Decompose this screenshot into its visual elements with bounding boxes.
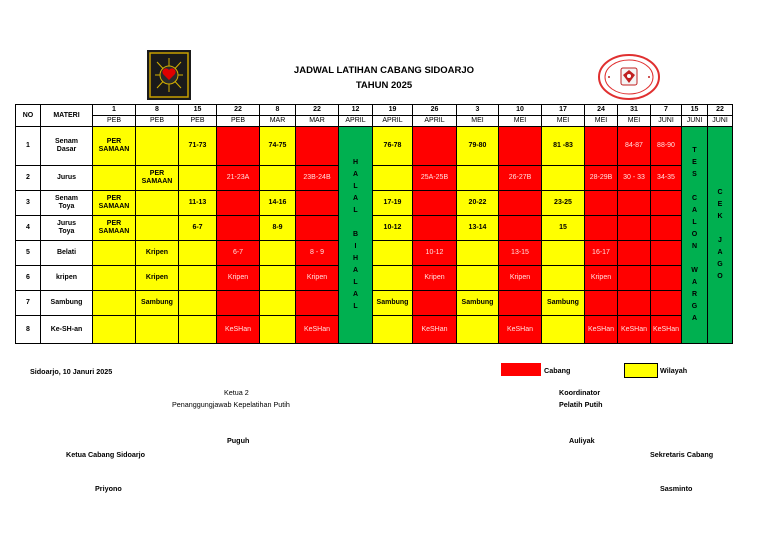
schedule-cell	[413, 191, 457, 216]
schedule-cell	[260, 166, 296, 191]
ketua-cabang-label: Ketua Cabang Sidoarjo	[66, 450, 146, 459]
no-header: NO	[16, 105, 41, 127]
schedule-cell	[260, 291, 296, 316]
schedule-cell	[93, 291, 136, 316]
schedule-cell	[260, 316, 296, 344]
month-header: JUNI	[708, 116, 733, 127]
month-header: MEI	[618, 116, 651, 127]
schedule-cell: 26-27B	[499, 166, 542, 191]
cek-jago-text: C E K J A G O	[717, 189, 723, 280]
schedule-cell	[651, 266, 682, 291]
schedule-cell: 16-17	[585, 241, 618, 266]
schedule-cell	[542, 316, 585, 344]
schedule-cell: 81 -83	[542, 127, 585, 166]
schedule-cell	[457, 241, 499, 266]
schedule-cell	[542, 266, 585, 291]
schedule-cell	[457, 316, 499, 344]
signer-priyono: Priyono	[95, 484, 122, 493]
materi-cell: Ke-SH-an	[41, 316, 93, 344]
table-row	[16, 216, 733, 241]
schedule-cell	[651, 291, 682, 316]
schedule-cell: PER SAMAAN	[93, 127, 136, 166]
schedule-cell	[93, 241, 136, 266]
schedule-cell	[136, 316, 179, 344]
month-header: PEB	[93, 116, 136, 127]
schedule-cell: PER SAMAAN	[93, 216, 136, 241]
materi-cell: Sambung	[41, 291, 93, 316]
schedule-cell	[93, 166, 136, 191]
signer-sasminto: Sasminto	[660, 484, 693, 493]
penanggungjawab-label: Penanggungjawab Kepelatihan Putih	[172, 400, 290, 409]
signer-auliyak: Auliyak	[569, 436, 595, 445]
schedule-cell	[260, 266, 296, 291]
month-header: MEI	[499, 116, 542, 127]
date-header: 19	[373, 105, 413, 116]
schedule-cell: 79-80	[457, 127, 499, 166]
schedule-cell	[651, 191, 682, 216]
schedule-cell	[296, 191, 339, 216]
legend-wilayah-swatch	[624, 363, 658, 378]
schedule-cell	[618, 241, 651, 266]
date-header: 17	[542, 105, 585, 116]
month-header: APRIL	[413, 116, 457, 127]
schedule-cell	[217, 191, 260, 216]
schedule-cell	[136, 216, 179, 241]
schedule-cell	[179, 316, 217, 344]
schedule-cell: PER SAMAAN	[93, 191, 136, 216]
tes-calon-warga-cell	[682, 127, 708, 344]
month-header: MEI	[542, 116, 585, 127]
row-number: 2	[16, 166, 41, 191]
schedule-cell	[618, 266, 651, 291]
month-header: APRIL	[373, 116, 413, 127]
schedule-cell: Sambung	[373, 291, 413, 316]
schedule-cell: 21-23A	[217, 166, 260, 191]
schedule-cell	[179, 166, 217, 191]
schedule-cell	[296, 216, 339, 241]
month-header: JUNI	[651, 116, 682, 127]
schedule-cell: 6-7	[217, 241, 260, 266]
schedule-cell: Kripen	[585, 266, 618, 291]
date-header: 7	[651, 105, 682, 116]
month-header: MAR	[296, 116, 339, 127]
schedule-cell: 28-29B	[585, 166, 618, 191]
schedule-title: JADWAL LATIHAN CABANG SIDOARJO	[293, 65, 475, 76]
date-header: 15	[179, 105, 217, 116]
cek-jago-cell	[708, 127, 733, 344]
schedule-cell: 8-9	[260, 216, 296, 241]
date-header: 10	[499, 105, 542, 116]
month-header: PEB	[136, 116, 179, 127]
materi-cell: Belati	[41, 241, 93, 266]
ketua2-label: Ketua 2	[224, 388, 249, 397]
schedule-cell: KeSHan	[651, 316, 682, 344]
schedule-cell: Kripen	[413, 266, 457, 291]
schedule-cell	[499, 191, 542, 216]
schedule-cell	[296, 291, 339, 316]
schedule-cell	[93, 316, 136, 344]
date-header: 12	[339, 105, 373, 116]
schedule-cell	[499, 216, 542, 241]
date-header: 8	[260, 105, 296, 116]
schedule-cell	[179, 266, 217, 291]
schedule-cell	[457, 266, 499, 291]
materi-cell: Jurus	[41, 166, 93, 191]
schedule-cell	[179, 241, 217, 266]
schedule-cell	[373, 241, 413, 266]
schedule-cell: Kripen	[499, 266, 542, 291]
schedule-cell	[413, 127, 457, 166]
row-number: 1	[16, 127, 41, 166]
materi-cell: Senam Toya	[41, 191, 93, 216]
schedule-cell: Kripen	[136, 241, 179, 266]
schedule-cell	[585, 216, 618, 241]
table-row	[16, 291, 733, 316]
date-header: 22	[217, 105, 260, 116]
schedule-cell	[136, 127, 179, 166]
month-header: PEB	[179, 116, 217, 127]
schedule-cell: 10-12	[373, 216, 413, 241]
schedule-cell: KeSHan	[296, 316, 339, 344]
month-header: JUNI	[682, 116, 708, 127]
schedule-cell: 23B-24B	[296, 166, 339, 191]
halal-bihalal-text: H A L A L B I H A L A L	[352, 159, 359, 310]
schedule-cell: 13-15	[499, 241, 542, 266]
schedule-cell	[542, 241, 585, 266]
round-badge-logo	[597, 53, 661, 101]
schedule-cell: 20-22	[457, 191, 499, 216]
schedule-cell	[373, 316, 413, 344]
month-header: APRIL	[339, 116, 373, 127]
sekretaris-label: Sekretaris Cabang	[650, 450, 714, 459]
row-number: 5	[16, 241, 41, 266]
schedule-cell: 71-73	[179, 127, 217, 166]
schedule-cell: KeSHan	[217, 316, 260, 344]
month-header: MAR	[260, 116, 296, 127]
schedule-cell: KeSHan	[499, 316, 542, 344]
date-header: 24	[585, 105, 618, 116]
schedule-cell	[413, 291, 457, 316]
schedule-year: TAHUN 2025	[355, 80, 413, 91]
schedule-cell	[457, 166, 499, 191]
schedule-cell	[93, 266, 136, 291]
schedule-cell	[217, 216, 260, 241]
table-row	[16, 316, 733, 344]
month-header: MEI	[585, 116, 618, 127]
tes-calon-warga-text: T E S C A L O N W A R G A	[691, 147, 698, 322]
month-header: MEI	[457, 116, 499, 127]
schedule-cell: 30 - 33	[618, 166, 651, 191]
row-number: 7	[16, 291, 41, 316]
schedule-cell: KeSHan	[413, 316, 457, 344]
table-row	[16, 266, 733, 291]
schedule-cell	[651, 241, 682, 266]
schedule-cell	[585, 291, 618, 316]
table-row	[16, 241, 733, 266]
schedule-cell: 13-14	[457, 216, 499, 241]
date-header: 22	[296, 105, 339, 116]
schedule-cell	[373, 266, 413, 291]
schedule-cell: Sambung	[457, 291, 499, 316]
date-header: 15	[682, 105, 708, 116]
place-date: Sidoarjo, 10 Januri 2025	[30, 367, 113, 376]
materi-cell: kripen	[41, 266, 93, 291]
schedule-cell: 8 - 9	[296, 241, 339, 266]
materi-header: MATERI	[41, 105, 93, 127]
row-number: 8	[16, 316, 41, 344]
schedule-cell	[499, 291, 542, 316]
schedule-cell	[373, 166, 413, 191]
pelatih-putih-label: Pelatih Putih	[559, 400, 603, 409]
schedule-cell: 11-13	[179, 191, 217, 216]
schedule-cell: 10-12	[413, 241, 457, 266]
signer-puguh: Puguh	[227, 436, 250, 445]
schedule-cell: KeSHan	[585, 316, 618, 344]
schedule-cell	[585, 191, 618, 216]
schedule-cell: 88-90	[651, 127, 682, 166]
schedule-cell: KeSHan	[618, 316, 651, 344]
materi-cell: Jurus Toya	[41, 216, 93, 241]
schedule-cell: 15	[542, 216, 585, 241]
schedule-cell	[618, 191, 651, 216]
schedule-cell	[217, 127, 260, 166]
row-number: 3	[16, 191, 41, 216]
schedule-cell: 25A-25B	[413, 166, 457, 191]
schedule-cell	[618, 291, 651, 316]
schedule-cell: 76-78	[373, 127, 413, 166]
row-number: 4	[16, 216, 41, 241]
schedule-cell	[499, 127, 542, 166]
legend-cabang-swatch	[501, 363, 541, 376]
schedule-cell: Kripen	[136, 266, 179, 291]
date-header: 3	[457, 105, 499, 116]
schedule-cell: Sambung	[542, 291, 585, 316]
date-header: 26	[413, 105, 457, 116]
date-header: 31	[618, 105, 651, 116]
legend-wilayah-label: Wilayah	[660, 366, 688, 375]
schedule-cell	[296, 127, 339, 166]
schedule-table	[15, 104, 733, 344]
schedule-cell	[585, 127, 618, 166]
date-header: 22	[708, 105, 733, 116]
materi-cell: Senam Dasar	[41, 127, 93, 166]
schedule-cell	[136, 191, 179, 216]
row-number: 6	[16, 266, 41, 291]
schedule-cell: Kripen	[217, 266, 260, 291]
schedule-cell: 23-25	[542, 191, 585, 216]
schedule-cell: 14-16	[260, 191, 296, 216]
schedule-cell: 34-35	[651, 166, 682, 191]
table-row	[16, 166, 733, 191]
table-row	[16, 127, 733, 166]
schedule-cell: 84-87	[618, 127, 651, 166]
schedule-cell	[260, 241, 296, 266]
schedule-cell: Kripen	[296, 266, 339, 291]
schedule-cell: PER SAMAAN	[136, 166, 179, 191]
schedule-cell	[542, 166, 585, 191]
schedule-cell	[179, 291, 217, 316]
legend-cabang-label: Cabang	[544, 366, 571, 375]
schedule-cell: Sambung	[136, 291, 179, 316]
date-header: 1	[93, 105, 136, 116]
table-row	[16, 191, 733, 216]
schedule-cell	[651, 216, 682, 241]
schedule-cell: 6-7	[179, 216, 217, 241]
schedule-cell: 17-19	[373, 191, 413, 216]
month-header: PEB	[217, 116, 260, 127]
schedule-cell	[217, 291, 260, 316]
date-header: 8	[136, 105, 179, 116]
koordinator-label: Koordinator	[559, 388, 601, 397]
halal-bihalal-cell	[339, 127, 373, 344]
schedule-cell	[413, 216, 457, 241]
schedule-cell	[618, 216, 651, 241]
schedule-cell: 74-75	[260, 127, 296, 166]
